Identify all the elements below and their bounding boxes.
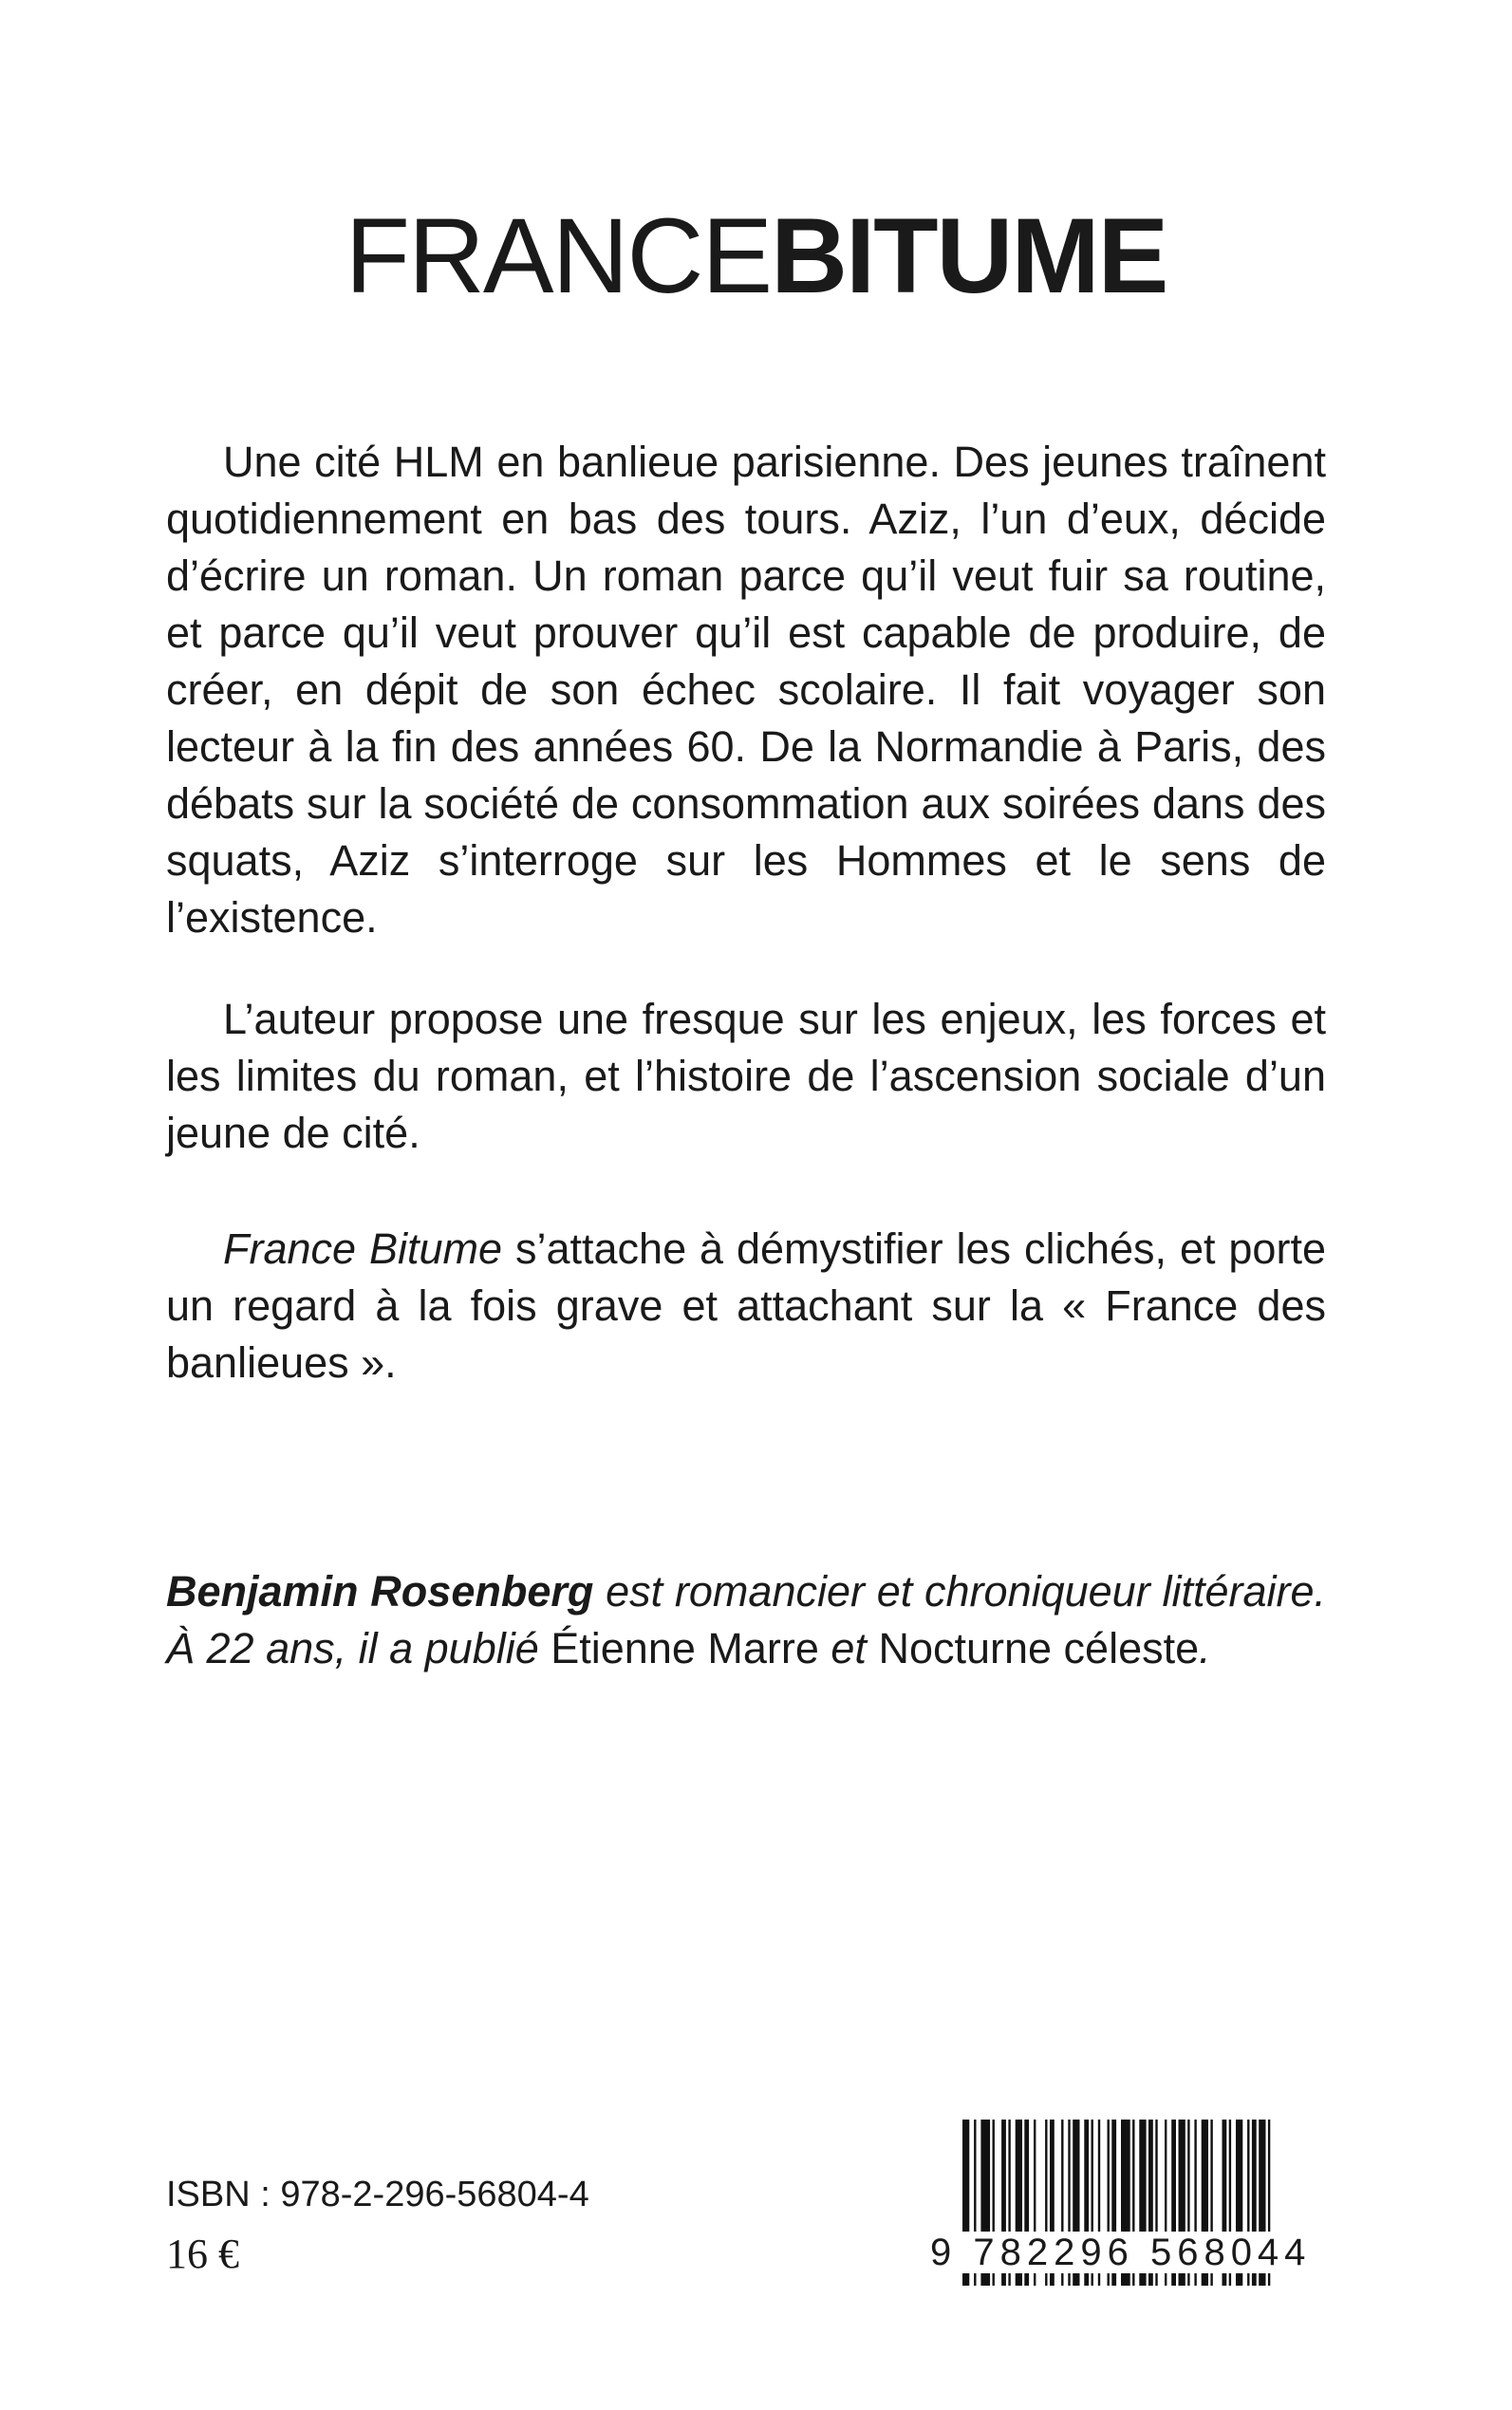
title-light: FRANCE [345, 196, 772, 315]
bio-book-2: Nocturne céleste [878, 1624, 1200, 1672]
synopsis-paragraph-2 [166, 991, 1326, 1162]
isbn-number: ISBN : 978-2-296-56804-4 [166, 2175, 589, 2214]
price: 16 € [166, 2231, 239, 2277]
author-name: Benjamin Rosenberg [166, 1567, 594, 1616]
paragraph-rest: s’attache à démystifier les clichés, et porte un regard à la fois grave et attachant sur la « France des banlieues ». [166, 1224, 1326, 1387]
barcode-number: 9 782296 568044 [930, 2232, 1312, 2273]
book-title-italic: France Bitume [223, 1224, 503, 1273]
paragraph-text: Une cité HLM en banlieue parisienne. Des jeunes traînent quotidiennement en bas des tours. Aziz, l’un d’eux, décide d’écrire un roman. Un roman parce qu’il veut fuir sa routine, et parce qu’il veut prouver qu’il est capable de produire, de créer, en dépit de son échec scolaire. Il fait voyager son lecteur à la fin des années 60. De la Normandie à Paris, des débats sur la société de consommation aux soirées dans des squats, Aziz s’interroge sur les Hommes et le sens de l’existence. [166, 438, 1326, 942]
barcode-digits [930, 2224, 1329, 2281]
synopsis-paragraph-3 [166, 1221, 1326, 1392]
bio-text-1: est romancier et chroniqueur littéraire. À 22 ans, il a publié [166, 1567, 1327, 1672]
bio-book-1: Étienne Marre [551, 1624, 819, 1672]
synopsis-paragraph-1 [166, 434, 1326, 946]
book-title [0, 195, 1512, 318]
bio-text-3: . [1199, 1624, 1211, 1672]
paragraph-text: L’auteur propose une fresque sur les enjeux, les forces et les limites du roman, et l’histoire de l’ascension sociale d’un jeune de cité. [166, 995, 1326, 1157]
paragraph-text [166, 1221, 1326, 1392]
title-bold: BITUME [771, 196, 1167, 315]
bio-text-2: et [818, 1624, 879, 1672]
author-bio [166, 1563, 1326, 1677]
